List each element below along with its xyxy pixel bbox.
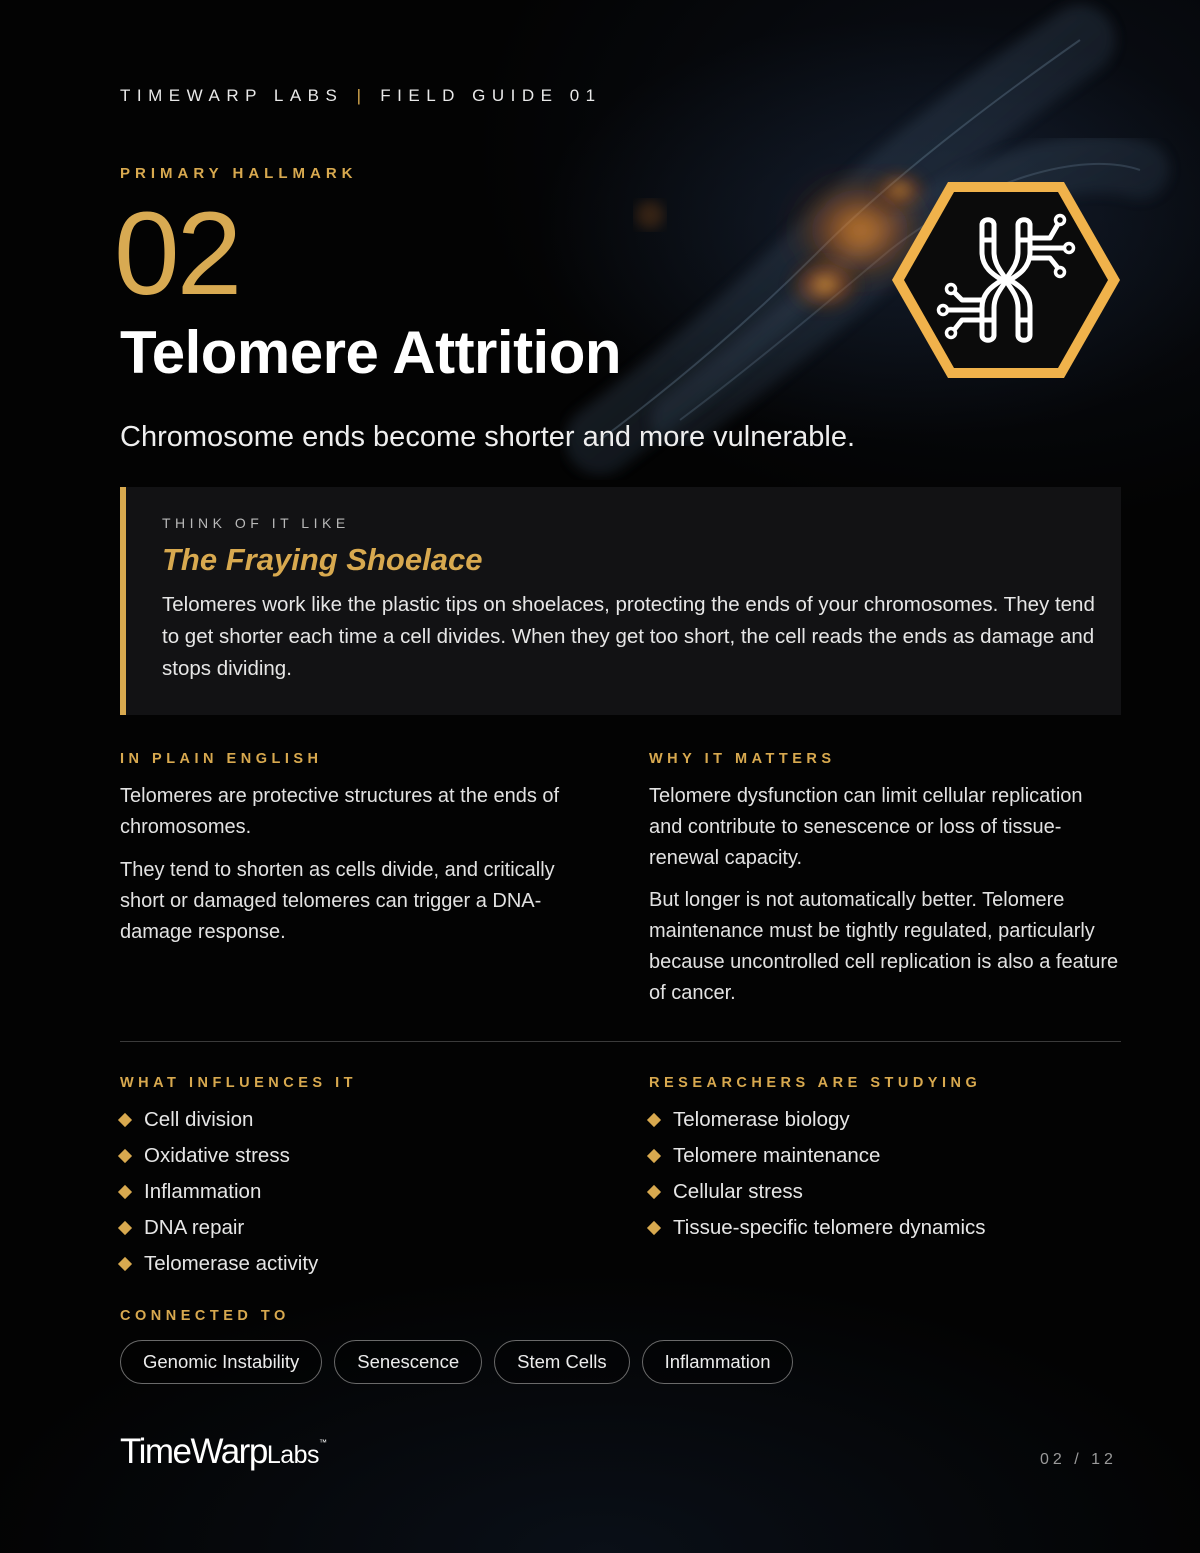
page-number: 02 / 12 — [1040, 1451, 1117, 1468]
page-subtitle: Chromosome ends become shorter and more vulnerable. — [120, 421, 856, 453]
tag-genomic-instability[interactable]: Genomic Instability — [120, 1340, 322, 1384]
guide-label: FIELD GUIDE 01 — [380, 86, 602, 105]
logo-labs: Labs — [266, 1441, 320, 1469]
diamond-bullet-icon — [647, 1221, 661, 1235]
tag-inflammation[interactable]: Inflammation — [642, 1340, 794, 1384]
why-it-matters-heading: WHY IT MATTERS — [649, 751, 836, 767]
tag-senescence[interactable]: Senescence — [334, 1340, 482, 1384]
chromosome-circuit-icon — [890, 180, 1122, 380]
hallmark-eyebrow: PRIMARY HALLMARK — [120, 165, 358, 182]
diamond-bullet-icon — [118, 1221, 132, 1235]
list-item: DNA repair — [118, 1210, 318, 1246]
plain-english-paragraph: Telomeres are protective structures at the ends of chromosomes. — [120, 785, 560, 838]
plain-english-paragraph: They tend to shorten as cells divide, and critically short or damaged telomeres can trigger a DNA-damage response. — [120, 859, 555, 943]
logo-trademark: ™ — [319, 1438, 328, 1447]
influences-list — [118, 1102, 318, 1282]
research-list — [647, 1102, 986, 1246]
list-item: Telomerase activity — [118, 1246, 318, 1282]
list-item: Telomerase biology — [647, 1102, 986, 1138]
hallmark-number: 02 — [114, 188, 240, 320]
diamond-bullet-icon — [118, 1185, 132, 1199]
list-item: Cellular stress — [647, 1174, 986, 1210]
connected-tags — [120, 1340, 793, 1384]
tag-stem-cells[interactable]: Stem Cells — [494, 1340, 629, 1384]
section-divider — [120, 1041, 1121, 1042]
document-header — [120, 86, 602, 106]
diamond-bullet-icon — [118, 1113, 132, 1127]
analogy-label: THINK OF IT LIKE — [162, 515, 350, 531]
influences-heading: WHAT INFLUENCES IT — [120, 1075, 357, 1091]
list-item: Cell division — [118, 1102, 318, 1138]
diamond-bullet-icon — [647, 1185, 661, 1199]
diamond-bullet-icon — [118, 1149, 132, 1163]
diamond-bullet-icon — [647, 1149, 661, 1163]
connected-heading: CONNECTED TO — [120, 1308, 290, 1324]
why-it-matters-paragraph: Telomere dysfunction can limit cellular replication and contribute to senescence or loss of tissue-renewal capacity. — [649, 785, 1083, 869]
header-separator: | — [356, 86, 362, 105]
page-title: Telomere Attrition — [120, 319, 622, 386]
list-item: Oxidative stress — [118, 1138, 318, 1174]
diamond-bullet-icon — [118, 1257, 132, 1271]
list-item: Telomere maintenance — [647, 1138, 986, 1174]
analogy-body: Telomeres work like the plastic tips on shoelaces, protecting the ends of your chromosomes. They tend to get shorter each time a cell divides. When they get too short, the cell reads the ends as damage and stops dividing. — [162, 593, 1095, 680]
diamond-bullet-icon — [647, 1113, 661, 1127]
logo-main: TimeWarp — [120, 1432, 267, 1471]
analogy-callout — [120, 487, 1121, 715]
list-item: Inflammation — [118, 1174, 318, 1210]
plain-english-heading: IN PLAIN ENGLISH — [120, 751, 323, 767]
list-item: Tissue-specific telomere dynamics — [647, 1210, 986, 1246]
footer-logo — [120, 1432, 327, 1472]
analogy-title: The Fraying Shoelace — [162, 542, 483, 577]
research-heading: RESEARCHERS ARE STUDYING — [649, 1075, 982, 1091]
brand-name: TIMEWARP LABS — [120, 86, 344, 105]
why-it-matters-paragraph: But longer is not automatically better. Telomere maintenance must be tightly regulated, particularly because uncontrolled cell replication is also a feature of cancer. — [649, 889, 1119, 1004]
